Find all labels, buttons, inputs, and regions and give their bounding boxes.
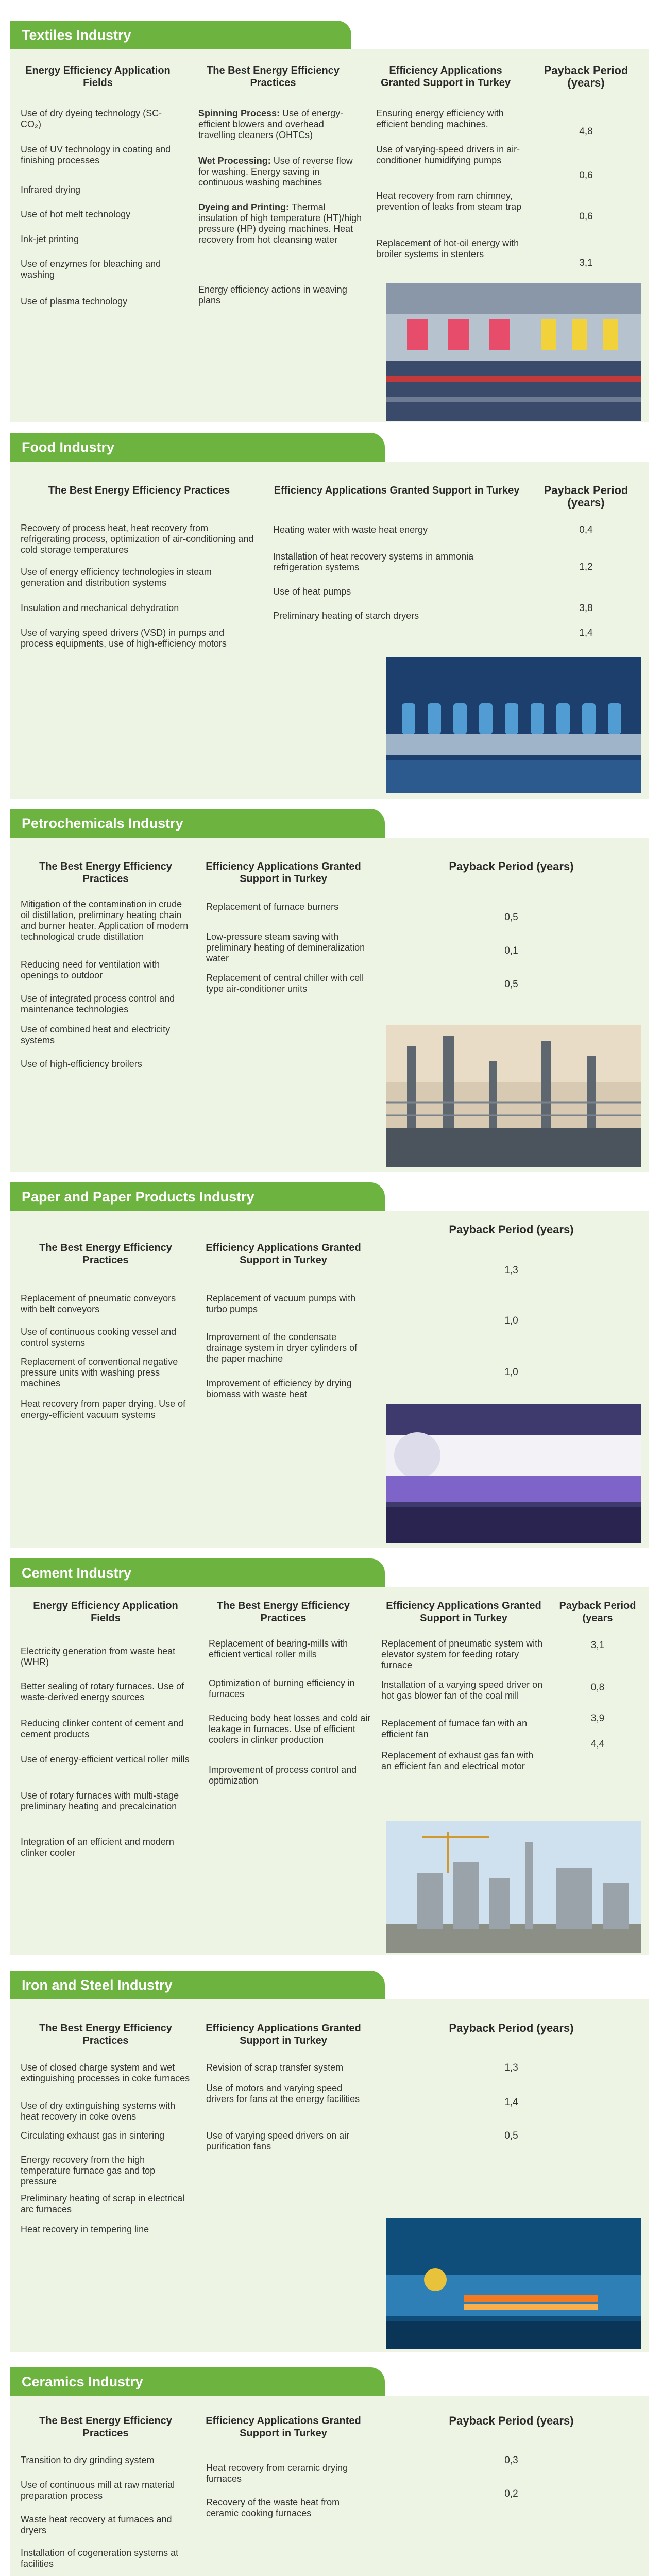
textiles-payback: 0,6 — [579, 170, 593, 181]
ceramics-header-payback: Payback Period (years) — [449, 2414, 574, 2427]
textile-machines-image — [386, 283, 641, 421]
iron-header-payback: Payback Period (years) — [449, 2022, 574, 2035]
paper-section — [10, 1182, 649, 1548]
ceramics-header-applications: Efficiency Applications Granted Support in Turkey — [206, 2415, 361, 2439]
petro-practice: Reducing need for ventilation with openings to outdoor — [21, 959, 160, 980]
cement-field: Use of energy-efficient vertical roller mills — [21, 1754, 190, 1765]
iron-payback: 1,3 — [504, 2062, 518, 2073]
food-application: Use of heat pumps — [273, 586, 351, 597]
cement-practice: Replacement of bearing-mills with efficient vertical roller mills — [209, 1638, 348, 1659]
ceramics-practice: Transition to dry grinding system — [21, 2455, 155, 2465]
iron-header-practices: The Best Energy Efficiency Practices — [39, 2023, 172, 2046]
textiles-field: Use of UV technology in coating and finishing processes — [21, 144, 171, 165]
iron-application: Use of motors and varying speed drivers for fans at the energy facilities — [206, 2083, 360, 2104]
iron-application: Use of varying speed drivers on air purification fans — [206, 2130, 350, 2151]
bottling-line-image — [386, 657, 641, 793]
cement-field: Integration of an efficient and modern clinker cooler — [21, 1837, 174, 1858]
cement-header-fields: Energy Efficiency Application Fields — [33, 1600, 178, 1624]
cement-header-practices: The Best Energy Efficiency Practices — [217, 1600, 350, 1624]
textiles-field: Use of dry dyeing technology (SC-CO₂) — [21, 108, 162, 129]
cement-payback: 4,4 — [590, 1739, 605, 1750]
petro-practice: Use of combined heat and electricity systems — [21, 1024, 171, 1045]
food-title: Food Industry — [10, 433, 385, 462]
petro-practice: Use of high-efficiency broilers — [21, 1059, 142, 1069]
cement-payback: 3,9 — [590, 1713, 605, 1724]
paper-application: Improvement of efficiency by drying biomass with waste heat — [206, 1378, 352, 1399]
iron-header-applications: Efficiency Applications Granted Support in Turkey — [206, 2023, 361, 2046]
cement-header-applications: Efficiency Applications Granted Support in Turkey — [386, 1600, 541, 1624]
cement-payback: 0,8 — [590, 1682, 605, 1693]
petro-application: Low-pressure steam saving with preliminary heating of demineralization water — [206, 931, 365, 963]
ceramics-title: Ceramics Industry — [10, 2367, 385, 2396]
food-application: Preliminary heating of starch dryers — [273, 611, 419, 621]
food-header-practices: The Best Energy Efficiency Practices — [48, 485, 230, 496]
cement-plant-image — [386, 1821, 641, 1953]
paper-payback: 1,3 — [504, 1265, 518, 1276]
food-practice: Insulation and mechanical dehydration — [21, 603, 179, 613]
cement-field: Use of rotary furnaces with multi-stage preliminary heating and precalcination — [21, 1790, 179, 1811]
paper-practice: Heat recovery from paper drying. Use of energy-efficient vacuum systems — [21, 1399, 186, 1420]
textiles-field: Use of enzymes for bleaching and washing — [21, 259, 161, 280]
cement-header-payback: Payback Period (years — [559, 1600, 636, 1624]
textiles-payback: 4,8 — [579, 126, 593, 137]
paper-payback: 1,0 — [504, 1367, 518, 1378]
petro-payback: 0,1 — [504, 945, 518, 956]
ceramics-payback: 0,3 — [504, 2455, 518, 2466]
food-section — [10, 433, 649, 799]
textiles-application: Use of varying-speed drivers in air-conditioner humidifying pumps — [376, 144, 520, 165]
food-application: Installation of heat recovery systems in ammonia refrigeration systems — [273, 551, 474, 572]
food-application: Heating water with waste heat energy — [273, 524, 428, 535]
paper-header-practices: The Best Energy Efficiency Practices — [39, 1242, 172, 1266]
iron-practice: Energy recovery from the high temperature furnace gas and top pressure — [21, 2155, 156, 2187]
paper-application: Replacement of vacuum pumps with turbo pumps — [206, 1293, 356, 1314]
ceramics-practice: Use of continuous mill at raw material preparation process — [21, 2480, 175, 2501]
petro-practice: Use of integrated process control and maintenance technologies — [21, 993, 175, 1014]
paper-practice: Replacement of conventional negative pressure units with washing press machines — [21, 1357, 178, 1388]
cement-field: Better sealing of rotary furnaces. Use of waste-derived energy sources — [21, 1681, 184, 1702]
petro-payback: 0,5 — [504, 912, 518, 923]
food-payback: 1,4 — [579, 628, 593, 638]
textiles-header-payback: Payback Period (years) — [544, 64, 629, 89]
textiles-field: Ink-jet printing — [21, 234, 79, 244]
cement-application: Installation of a varying speed driver on hot gas blower fan of the coal mill — [381, 1680, 543, 1701]
petro-header-applications: Efficiency Applications Granted Support in Turkey — [206, 861, 361, 885]
textiles-header-fields: Energy Efficiency Application Fields — [25, 65, 171, 89]
iron-practice: Circulating exhaust gas in sintering — [21, 2130, 165, 2141]
ceramics-practice: Waste heat recovery at furnaces and dryers — [21, 2514, 172, 2535]
food-practice: Use of varying speed drivers (VSD) in pumps and process equipments, use of high-efficiency motors — [21, 628, 227, 649]
iron-section — [10, 1971, 649, 2352]
ceramics-practice: Installation of cogeneration systems at facilities — [21, 2548, 179, 2569]
textiles-field: Infrared drying — [21, 184, 81, 195]
iron-title: Iron and Steel Industry — [10, 1971, 385, 1999]
iron-practice: Use of dry extinguishing systems with heat recovery in coke ovens — [21, 2100, 176, 2122]
paper-practice: Use of continuous cooking vessel and control systems — [21, 1327, 177, 1348]
petro-application: Replacement of furnace burners — [206, 902, 339, 912]
cement-practice: Improvement of process control and optimization — [209, 1765, 357, 1786]
food-practice: Use of energy efficiency technologies in steam generation and distribution systems — [21, 567, 212, 588]
cement-photo — [386, 1821, 641, 1953]
ceramics-application: Heat recovery from ceramic drying furnaces — [206, 2463, 348, 2484]
iron-practice: Preliminary heating of scrap in electrical arc furnaces — [21, 2193, 185, 2214]
petro-header-practices: The Best Energy Efficiency Practices — [39, 861, 172, 885]
cement-field: Electricity generation from waste heat (WHR) — [21, 1646, 176, 1667]
ceramics-section — [10, 2367, 649, 2576]
food-payback: 1,2 — [579, 562, 593, 572]
textiles-photo — [386, 283, 641, 421]
textiles-application: Ensuring energy efficiency with efficient bending machines. — [376, 108, 504, 129]
food-payback: 3,8 — [579, 603, 593, 614]
ceramics-application: Recovery of the waste heat from ceramic cooking furnaces — [206, 2497, 340, 2518]
paper-photo — [386, 1404, 641, 1543]
textiles-field: Use of plasma technology — [21, 296, 128, 307]
paper-header-applications: Efficiency Applications Granted Support in Turkey — [206, 1242, 361, 1266]
ceramics-header-practices: The Best Energy Efficiency Practices — [39, 2415, 172, 2439]
paper-roll-image — [386, 1404, 641, 1543]
textiles-payback: 0,6 — [579, 211, 593, 222]
iron-photo — [386, 2218, 641, 2349]
cement-title: Cement Industry — [10, 1558, 385, 1587]
food-header-payback: Payback Period (years) — [544, 484, 629, 509]
ceramics-payback: 0,2 — [504, 2488, 518, 2499]
textiles-practice: Wet Processing: Use of reverse flow for washing. Energy saving in continuous washing machines — [198, 156, 353, 188]
cement-field: Reducing clinker content of cement and cement products — [21, 1718, 184, 1739]
petro-application: Replacement of central chiller with cell type air-conditioner units — [206, 973, 364, 994]
paper-application: Improvement of the condensate drainage system in dryer cylinders of the paper machine — [206, 1332, 358, 1364]
paper-payback: 1,0 — [504, 1315, 518, 1326]
paper-header-payback: Payback Period (years) — [449, 1223, 574, 1236]
textiles-practice: Spinning Process: Use of energy-efficient blowers and overhead travelling cleaners (OHTCs) — [198, 108, 344, 140]
textiles-header-applications: Efficiency Applications Granted Support in Turkey — [381, 65, 511, 89]
food-header-applications: Efficiency Applications Granted Support in Turkey — [274, 485, 520, 496]
food-photo — [386, 657, 641, 793]
textiles-header-practices: The Best Energy Efficiency Practices — [207, 65, 340, 89]
iron-practice: Use of closed charge system and wet extinguishing processes in coke furnaces — [21, 2062, 190, 2083]
textiles-application: Heat recovery from ram chimney, prevention of leaks from steam trap — [376, 191, 522, 212]
petro-photo — [386, 1025, 641, 1167]
cement-practice: Optimization of burning efficiency in furnaces — [209, 1678, 355, 1699]
petro-practice: Mitigation of the contamination in crude oil distillation, preliminary heating chain and burner heater. Application of modern technological crude distillation — [21, 899, 189, 942]
steel-mill-image — [386, 2218, 641, 2349]
cement-application: Replacement of exhaust gas fan with an efficient fan and electrical motor — [381, 1750, 534, 1771]
textiles-practice: Energy efficiency actions in weaving plans — [198, 284, 347, 306]
iron-application: Revision of scrap transfer system — [206, 2062, 344, 2073]
textiles-application: Replacement of hot-oil energy with broiler systems in stenters — [376, 238, 519, 259]
petro-payback: 0,5 — [504, 979, 518, 990]
textiles-field: Use of hot melt technology — [21, 209, 131, 219]
cement-application: Replacement of pneumatic system with elevator system for feeding rotary furnace — [381, 1638, 543, 1670]
refinery-image — [386, 1025, 641, 1167]
textiles-payback: 3,1 — [579, 258, 593, 268]
iron-payback: 0,5 — [504, 2130, 518, 2141]
petro-header-payback: Payback Period (years) — [449, 860, 574, 873]
paper-practice: Replacement of pneumatic conveyors with belt conveyors — [21, 1293, 176, 1314]
cement-payback: 3,1 — [590, 1640, 605, 1651]
iron-payback: 1,4 — [504, 2097, 518, 2108]
petro-title: Petrochemicals Industry — [10, 809, 385, 838]
food-payback: 0,4 — [579, 524, 593, 535]
food-practice: Recovery of process heat, heat recovery from refrigerating process, optimization of air-conditioning and cold storage temperatures — [21, 523, 254, 555]
petro-section — [10, 809, 649, 1172]
textiles-title: Textiles Industry — [10, 21, 351, 49]
iron-practice: Heat recovery in tempering line — [21, 2224, 149, 2234]
cement-section — [10, 1558, 649, 1955]
textiles-practice: Dyeing and Printing: Thermal insulation of high temperature (HT)/high pressure (HP) dyeing machines. Heat recovery from hot cleansing water — [198, 202, 362, 245]
paper-title: Paper and Paper Products Industry — [10, 1182, 385, 1211]
textiles-section — [10, 21, 649, 422]
cement-practice: Reducing body heat losses and cold air leakage in furnaces. Use of efficient coolers in clinker production — [209, 1713, 371, 1745]
cement-application: Replacement of furnace fan with an efficient fan — [381, 1718, 528, 1739]
